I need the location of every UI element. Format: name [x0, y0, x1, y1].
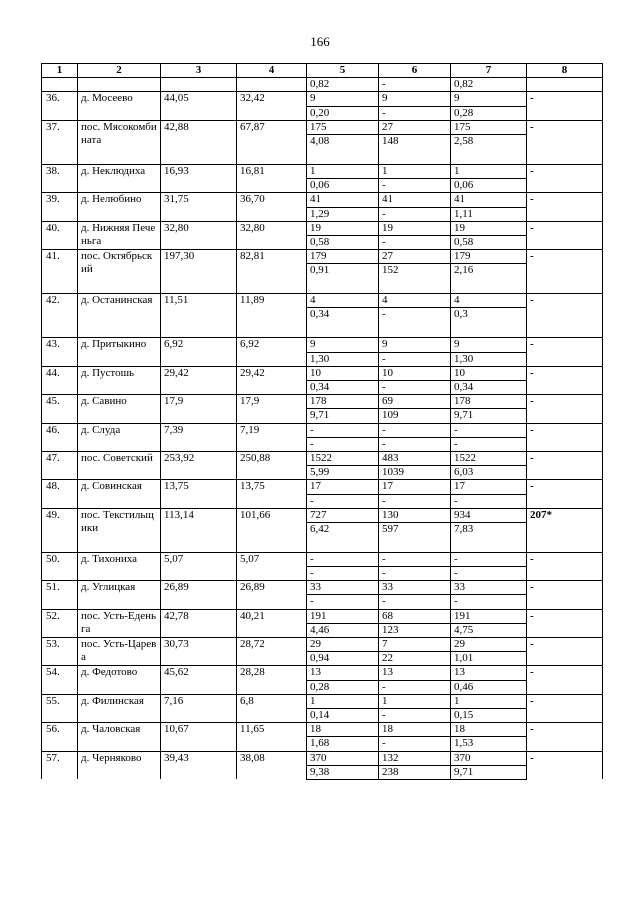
cell: д. Федотово: [78, 666, 161, 694]
cell: 19: [307, 221, 379, 235]
cell: 109: [379, 409, 451, 423]
cell: 19: [451, 221, 527, 235]
cell: 1: [379, 694, 451, 708]
cell: 1,30: [451, 352, 527, 366]
cell: 0,06: [307, 179, 379, 193]
cell: 1: [451, 694, 527, 708]
cell: 2,16: [451, 264, 527, 294]
cell: -: [379, 680, 451, 694]
cell: д. Пустошь: [78, 366, 161, 394]
cell: 0,3: [451, 308, 527, 338]
cell: -: [527, 451, 603, 479]
table-row: [42, 120, 603, 134]
cell: 33: [451, 581, 527, 595]
cell: 11,65: [237, 723, 307, 751]
cell: 41: [307, 193, 379, 207]
cell: 28,72: [237, 638, 307, 666]
cell: 1,53: [451, 737, 527, 751]
cell: 17: [451, 480, 527, 494]
cell: 22: [379, 652, 451, 666]
cell: 68: [379, 609, 451, 623]
cell: 13: [451, 666, 527, 680]
cell: -: [307, 595, 379, 609]
cell: 37.: [42, 120, 78, 164]
cell: 175: [451, 120, 527, 134]
cell: д. Нелюбино: [78, 193, 161, 221]
cell: [78, 78, 161, 92]
cell: 9: [451, 338, 527, 352]
cell: 17,9: [237, 395, 307, 423]
cell: 0,06: [451, 179, 527, 193]
cell: 9: [307, 92, 379, 106]
cell: 4,75: [451, 623, 527, 637]
cell: -: [379, 381, 451, 395]
cell: 19: [379, 221, 451, 235]
cell: 39,43: [161, 751, 237, 779]
cell: пос. Советский: [78, 451, 161, 479]
cell: 253,92: [161, 451, 237, 479]
cell: 0,34: [451, 381, 527, 395]
cell: 38,08: [237, 751, 307, 779]
cell: 0,15: [451, 708, 527, 722]
cell: -: [527, 666, 603, 694]
cell: 11,89: [237, 294, 307, 338]
cell: -: [379, 78, 451, 92]
cell: -: [527, 480, 603, 508]
cell: -: [527, 221, 603, 249]
cell: 1522: [307, 451, 379, 465]
cell: 30,73: [161, 638, 237, 666]
cell: 41: [379, 193, 451, 207]
cell: пос. Мясокомбината: [78, 120, 161, 164]
cell: -: [527, 581, 603, 609]
cell: 42.: [42, 294, 78, 338]
cell: 9: [451, 92, 527, 106]
cell: -: [527, 92, 603, 120]
cell: -: [307, 423, 379, 437]
table-row: [42, 723, 603, 737]
cell: 5,07: [161, 552, 237, 580]
cell: -: [527, 694, 603, 722]
cell: 7,16: [161, 694, 237, 722]
cell: 28,28: [237, 666, 307, 694]
cell: 45,62: [161, 666, 237, 694]
cell: 2,58: [451, 134, 527, 164]
cell: 32,80: [161, 221, 237, 249]
cell: 4,46: [307, 623, 379, 637]
table-row: [42, 395, 603, 409]
cell: -: [307, 552, 379, 566]
cell: 597: [379, 522, 451, 552]
cell: 52.: [42, 609, 78, 637]
cell: 26,89: [161, 581, 237, 609]
cell: -: [307, 437, 379, 451]
cell: -: [379, 595, 451, 609]
cell: 17: [379, 480, 451, 494]
cell: -: [527, 366, 603, 394]
table-row: [42, 92, 603, 106]
cell: -: [379, 737, 451, 751]
cell: пос. Октябрьский: [78, 250, 161, 294]
cell: 10,67: [161, 723, 237, 751]
cell: 483: [379, 451, 451, 465]
cell: 43.: [42, 338, 78, 366]
cell: 178: [451, 395, 527, 409]
table-row: [42, 508, 603, 522]
cell: -: [307, 567, 379, 581]
cell: 42,78: [161, 609, 237, 637]
cell: -: [379, 308, 451, 338]
cell: 17,9: [161, 395, 237, 423]
cell: 6,92: [237, 338, 307, 366]
cell: [527, 78, 603, 92]
cell: 27: [379, 250, 451, 264]
cell: 13,75: [161, 480, 237, 508]
cell: 18: [451, 723, 527, 737]
table-row: [42, 294, 603, 308]
table-row: [42, 480, 603, 494]
cell: 197,30: [161, 250, 237, 294]
cell: 113,14: [161, 508, 237, 552]
cell: 67,87: [237, 120, 307, 164]
cell: 9: [307, 338, 379, 352]
cell: 49.: [42, 508, 78, 552]
cell: -: [451, 494, 527, 508]
settlements-table: [41, 63, 603, 780]
table-row: [42, 193, 603, 207]
cell: -: [527, 638, 603, 666]
table-row: [42, 609, 603, 623]
cell: 179: [451, 250, 527, 264]
cell: 6,03: [451, 466, 527, 480]
cell: 6,42: [307, 522, 379, 552]
cell: 26,89: [237, 581, 307, 609]
cell: -: [527, 250, 603, 294]
cell: 17: [307, 480, 379, 494]
table-row: [42, 221, 603, 235]
cell: 29,42: [161, 366, 237, 394]
cell: [161, 78, 237, 92]
cell: -: [379, 106, 451, 120]
table-row: [42, 423, 603, 437]
cell: -: [379, 423, 451, 437]
cell: -: [527, 164, 603, 192]
cell: 31,75: [161, 193, 237, 221]
cell: 18: [379, 723, 451, 737]
cell: 6,8: [237, 694, 307, 722]
cell: 51.: [42, 581, 78, 609]
cell: [237, 78, 307, 92]
page-number: 166: [310, 34, 330, 49]
cell: -: [527, 338, 603, 366]
cell: 934: [451, 508, 527, 522]
cell: 44.: [42, 366, 78, 394]
cell: -: [527, 423, 603, 451]
cell: 0,14: [307, 708, 379, 722]
cell: -: [379, 235, 451, 249]
cell: 1,01: [451, 652, 527, 666]
cell: 7: [379, 638, 451, 652]
cell: 101,66: [237, 508, 307, 552]
cell: 0,91: [307, 264, 379, 294]
cell: 4: [379, 294, 451, 308]
cell: 57.: [42, 751, 78, 779]
cell: д. Мосеево: [78, 92, 161, 120]
cell: 9,71: [451, 765, 527, 779]
cell: 41.: [42, 250, 78, 294]
header-cell: 2: [78, 64, 161, 78]
cell: д. Филинская: [78, 694, 161, 722]
cell: 132: [379, 751, 451, 765]
cell: 53.: [42, 638, 78, 666]
cell: -: [527, 751, 603, 779]
cell: 6,92: [161, 338, 237, 366]
cell: -: [527, 120, 603, 164]
cell: -: [451, 437, 527, 451]
cell: 1,11: [451, 207, 527, 221]
cell: д. Тихониха: [78, 552, 161, 580]
cell: д. Совинская: [78, 480, 161, 508]
cell: 41: [451, 193, 527, 207]
cell: -: [307, 494, 379, 508]
cell: 191: [451, 609, 527, 623]
table-row: [42, 751, 603, 765]
cell: д. Притыкино: [78, 338, 161, 366]
cell: -: [379, 352, 451, 366]
table-row: [42, 250, 603, 264]
cell: 29: [451, 638, 527, 652]
table-row: [42, 581, 603, 595]
cell: 9,71: [451, 409, 527, 423]
cell: 40,21: [237, 609, 307, 637]
cell: -: [527, 294, 603, 338]
cell: д. Неклюдиха: [78, 164, 161, 192]
cell: 82,81: [237, 250, 307, 294]
cell: 148: [379, 134, 451, 164]
cell: 0,20: [307, 106, 379, 120]
cell: 5,07: [237, 552, 307, 580]
cell: 16,93: [161, 164, 237, 192]
cell: 1,30: [307, 352, 379, 366]
header-cell: 3: [161, 64, 237, 78]
cell: 0,94: [307, 652, 379, 666]
table-row: [42, 338, 603, 352]
cell: д. Чаловская: [78, 723, 161, 751]
cell: 10: [307, 366, 379, 380]
cell: [42, 78, 78, 92]
cell: 1: [451, 164, 527, 178]
header-row: [42, 64, 603, 78]
cell: д. Черняково: [78, 751, 161, 779]
cell: 13: [307, 666, 379, 680]
cell: 179: [307, 250, 379, 264]
cell: 7,39: [161, 423, 237, 451]
cell: 0,82: [307, 78, 379, 92]
cell: -: [379, 567, 451, 581]
cell: 27: [379, 120, 451, 134]
cell: 0,58: [451, 235, 527, 249]
cell: -: [451, 595, 527, 609]
cell: 13: [379, 666, 451, 680]
cell: -: [527, 723, 603, 751]
cell: 56.: [42, 723, 78, 751]
cell: 42,88: [161, 120, 237, 164]
cell: 1: [307, 694, 379, 708]
cell: пос. Усть-Еденьга: [78, 609, 161, 637]
table-row: [42, 638, 603, 652]
cell: 33: [307, 581, 379, 595]
cell: 29: [307, 638, 379, 652]
cell: -: [379, 437, 451, 451]
cell: -: [527, 609, 603, 637]
cell: -: [379, 708, 451, 722]
cell: 0,58: [307, 235, 379, 249]
cell: 178: [307, 395, 379, 409]
cell: 36,70: [237, 193, 307, 221]
cell: 0,82: [451, 78, 527, 92]
table-row: [42, 666, 603, 680]
cell: 727: [307, 508, 379, 522]
cell: 0,34: [307, 381, 379, 395]
cell: д. Слуда: [78, 423, 161, 451]
cell: 32,42: [237, 92, 307, 120]
cell: 48.: [42, 480, 78, 508]
cell: 13,75: [237, 480, 307, 508]
cell: 10: [379, 366, 451, 380]
cell: 0,28: [307, 680, 379, 694]
cell: -: [527, 552, 603, 580]
cell: 9: [379, 338, 451, 352]
cell: 55.: [42, 694, 78, 722]
cell: 39.: [42, 193, 78, 221]
cell: 1: [307, 164, 379, 178]
header-cell: 4: [237, 64, 307, 78]
cell: 69: [379, 395, 451, 409]
table-row: [42, 451, 603, 465]
cell: 29,42: [237, 366, 307, 394]
cell: 5,99: [307, 466, 379, 480]
cell: 10: [451, 366, 527, 380]
cell: -: [379, 494, 451, 508]
cell: 40.: [42, 221, 78, 249]
cell: 38.: [42, 164, 78, 192]
cell: 207*: [527, 508, 603, 552]
table-row: [42, 366, 603, 380]
cell: 238: [379, 765, 451, 779]
cell: -: [451, 423, 527, 437]
cell: 16,81: [237, 164, 307, 192]
header-cell: 7: [451, 64, 527, 78]
cell: -: [527, 395, 603, 423]
cell: 152: [379, 264, 451, 294]
cell: 175: [307, 120, 379, 134]
header-cell: 5: [307, 64, 379, 78]
cell: 36.: [42, 92, 78, 120]
continuation-row: [42, 78, 603, 92]
cell: 7,19: [237, 423, 307, 451]
cell: 0,46: [451, 680, 527, 694]
cell: 4: [307, 294, 379, 308]
cell: 45.: [42, 395, 78, 423]
cell: 44,05: [161, 92, 237, 120]
cell: 9,38: [307, 765, 379, 779]
cell: 47.: [42, 451, 78, 479]
cell: -: [527, 193, 603, 221]
cell: 123: [379, 623, 451, 637]
cell: 50.: [42, 552, 78, 580]
cell: 4: [451, 294, 527, 308]
cell: 33: [379, 581, 451, 595]
cell: 7,83: [451, 522, 527, 552]
cell: пос. Усть-Царева: [78, 638, 161, 666]
cell: 9,71: [307, 409, 379, 423]
cell: пос. Текстильщики: [78, 508, 161, 552]
cell: 1,68: [307, 737, 379, 751]
cell: 54.: [42, 666, 78, 694]
table-row: [42, 694, 603, 708]
cell: 11,51: [161, 294, 237, 338]
cell: 46.: [42, 423, 78, 451]
header-cell: 6: [379, 64, 451, 78]
cell: 370: [451, 751, 527, 765]
table-row: [42, 552, 603, 566]
cell: 1522: [451, 451, 527, 465]
cell: -: [379, 179, 451, 193]
cell: 130: [379, 508, 451, 522]
cell: 4,08: [307, 134, 379, 164]
cell: -: [379, 207, 451, 221]
cell: д. Углицкая: [78, 581, 161, 609]
cell: д. Останинская: [78, 294, 161, 338]
header-cell: 1: [42, 64, 78, 78]
cell: 370: [307, 751, 379, 765]
cell: 1: [379, 164, 451, 178]
cell: -: [451, 567, 527, 581]
cell: 250,88: [237, 451, 307, 479]
cell: 191: [307, 609, 379, 623]
header-cell: 8: [527, 64, 603, 78]
cell: 32,80: [237, 221, 307, 249]
cell: 0,34: [307, 308, 379, 338]
cell: 1,29: [307, 207, 379, 221]
cell: д. Савино: [78, 395, 161, 423]
cell: 9: [379, 92, 451, 106]
cell: -: [379, 552, 451, 566]
cell: -: [451, 552, 527, 566]
cell: 1039: [379, 466, 451, 480]
cell: 18: [307, 723, 379, 737]
cell: д. Нижняя Печеньга: [78, 221, 161, 249]
cell: 0,28: [451, 106, 527, 120]
table-row: [42, 164, 603, 178]
